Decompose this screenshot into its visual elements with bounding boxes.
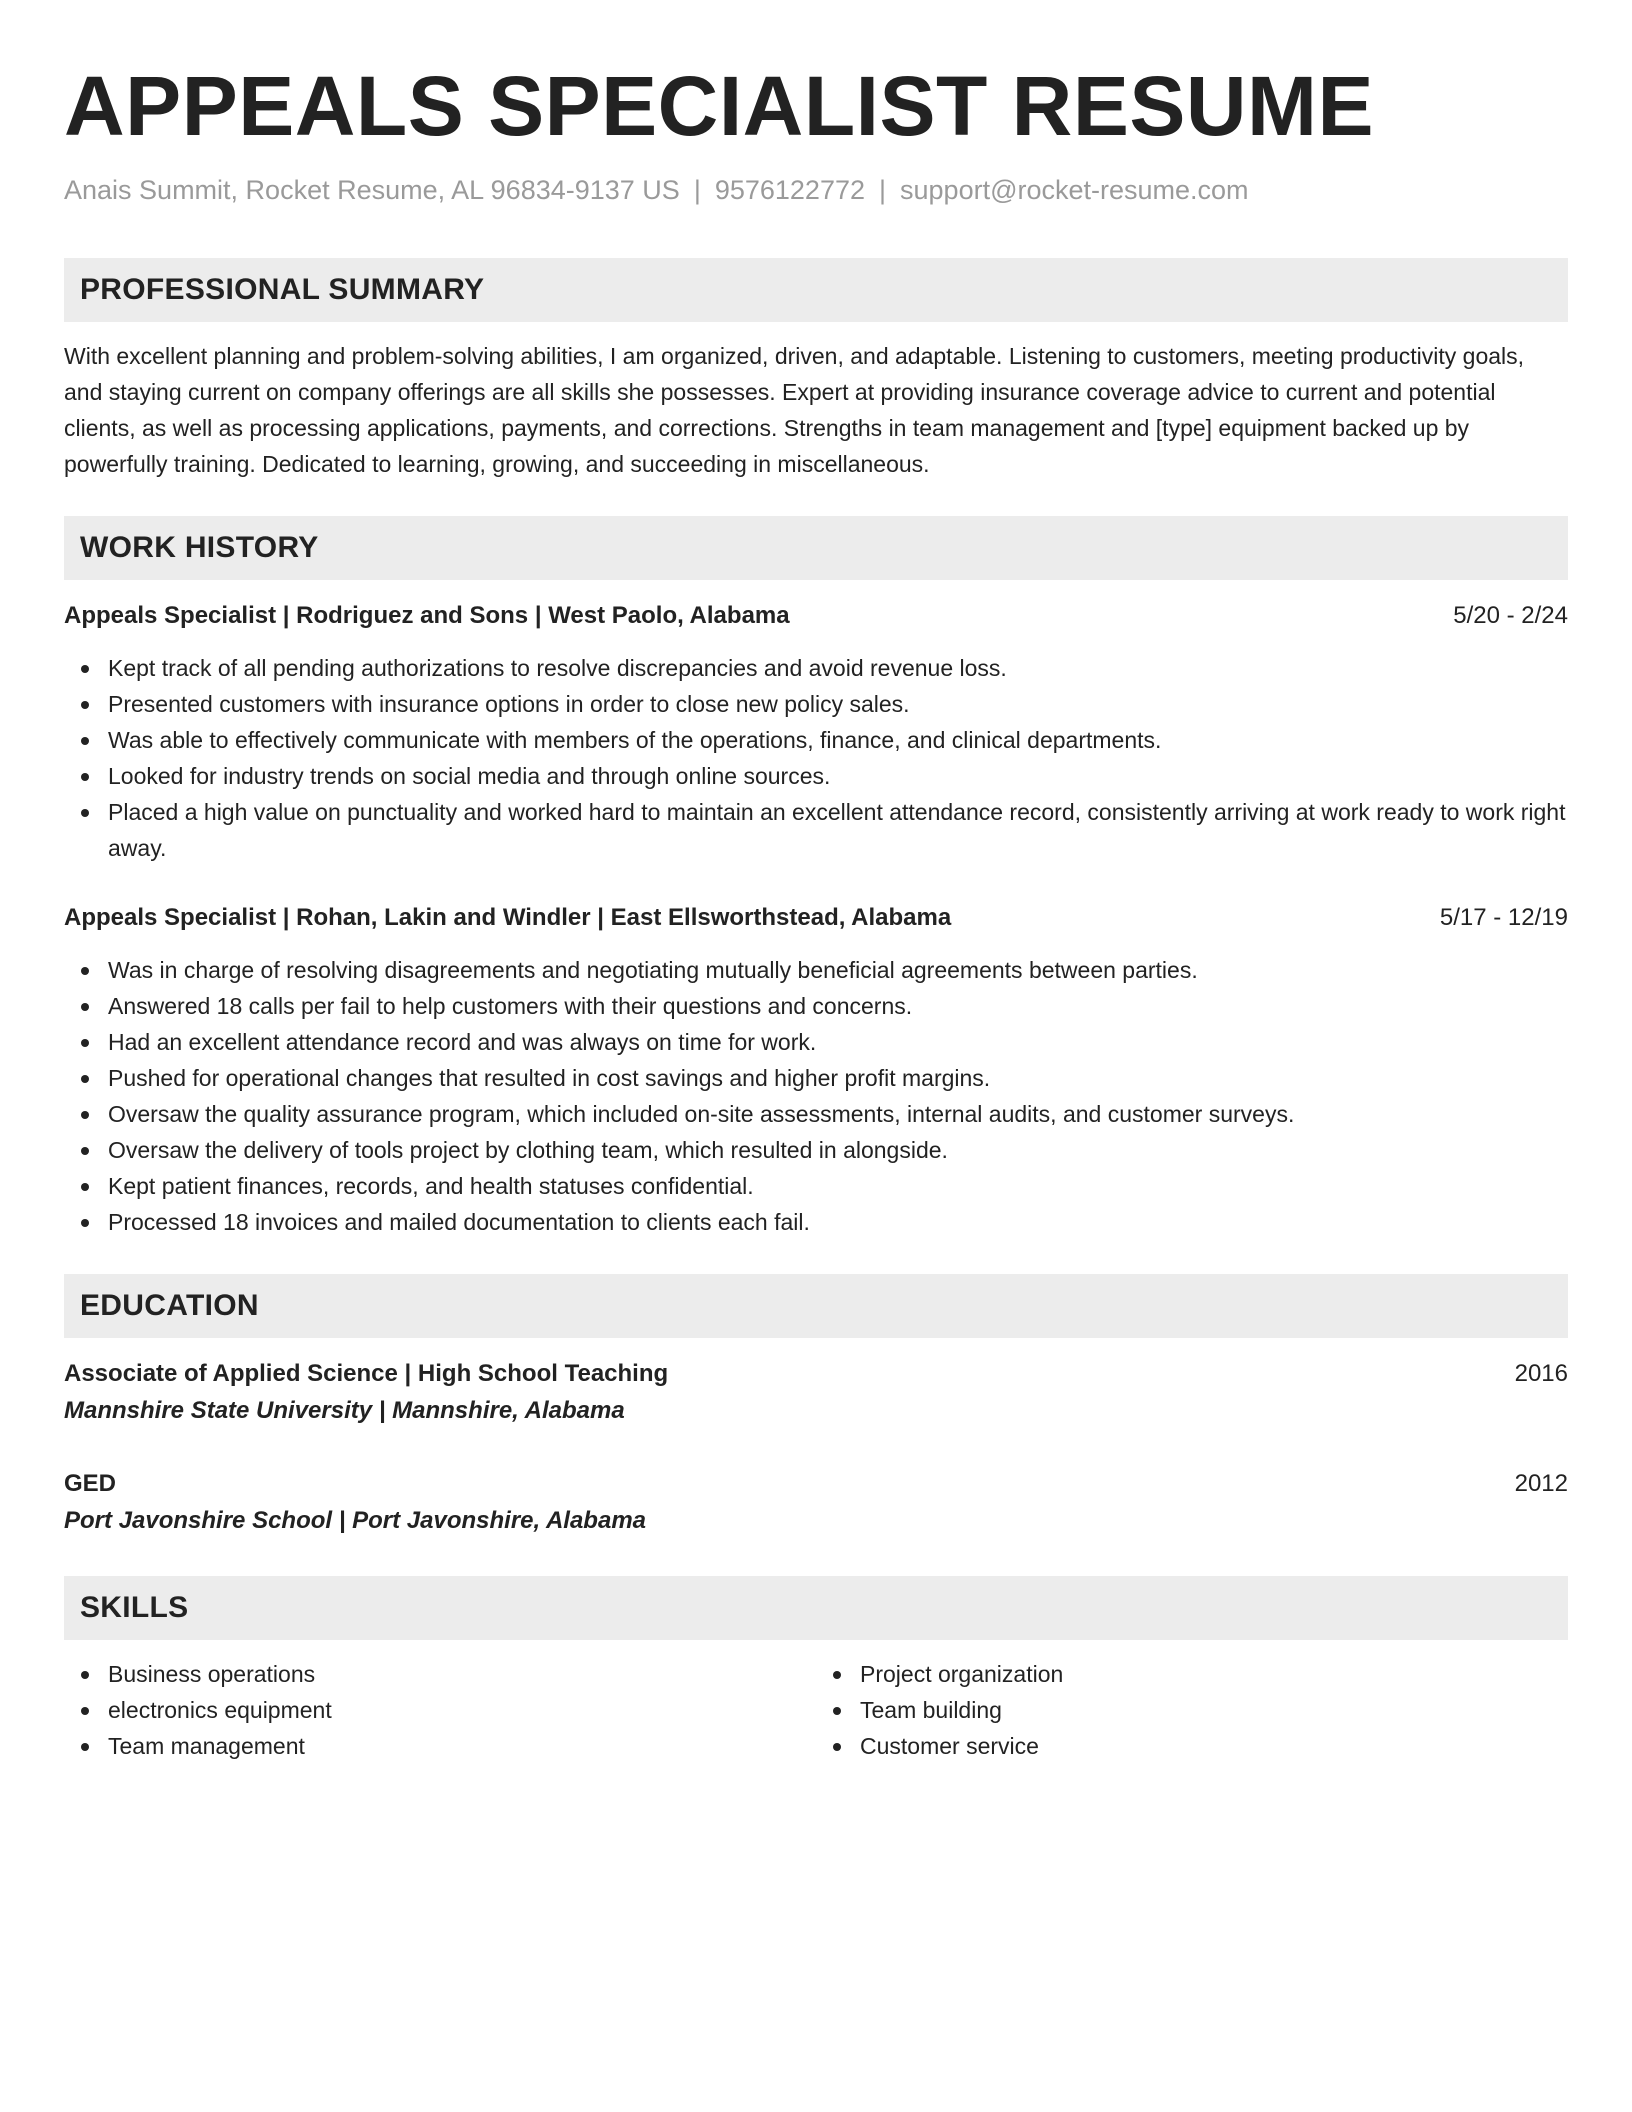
skill-item: electronics equipment bbox=[64, 1692, 816, 1728]
job-entry bbox=[64, 900, 1568, 1240]
summary-heading: PROFESSIONAL SUMMARY bbox=[80, 273, 485, 306]
job-role: Appeals Specialist | Rodriguez and Sons | West Paolo, Alabama bbox=[64, 602, 790, 629]
summary-text: With excellent planning and problem-solving abilities, I am organized, driven, and adaptable. Listening to customers, meeting productivity goals, and staying current on company offerings are all skills she possesses. Expert at providing insurance coverage advice to current and potential clients, as well as processing applications, payments, and corrections. Strengths in team management and [type] equipment backed up by powerfully training. Dedicated to learning, growing, and succeeding in miscellaneous. bbox=[64, 343, 1525, 477]
skill-item: Team building bbox=[816, 1692, 1568, 1728]
job-header bbox=[64, 598, 1568, 634]
job-date: 5/17 - 12/19 bbox=[1439, 904, 1568, 931]
job-bullet: Had an excellent attendance record and was always on time for work. bbox=[64, 1024, 1568, 1060]
job-bullet: Oversaw the delivery of tools project by clothing team, which resulted in alongside. bbox=[64, 1132, 1568, 1168]
job-date: 5/20 - 2/24 bbox=[1453, 602, 1568, 629]
skill-item: Project organization bbox=[816, 1656, 1568, 1692]
job-bullet: Pushed for operational changes that resulted in cost savings and higher profit margins. bbox=[64, 1060, 1568, 1096]
skill-item: Customer service bbox=[816, 1728, 1568, 1764]
job-bullet: Kept patient finances, records, and health statuses confidential. bbox=[64, 1168, 1568, 1204]
skills-column-right bbox=[816, 1656, 1568, 1764]
contact-email: support@rocket-resume.com bbox=[900, 175, 1249, 205]
work-section-header bbox=[64, 516, 1568, 580]
contact-separator: | bbox=[693, 175, 701, 205]
job-bullet: Answered 18 calls per fail to help customers with their questions and concerns. bbox=[64, 988, 1568, 1024]
education-year: 2012 bbox=[1514, 1470, 1568, 1497]
resume-title: APPEALS SPECIALIST RESUME bbox=[64, 59, 1375, 153]
education-entry bbox=[64, 1356, 1568, 1430]
job-bullets bbox=[64, 952, 1568, 1240]
job-role: Appeals Specialist | Rohan, Lakin and Windler | East Ellsworthstead, Alabama bbox=[64, 904, 952, 931]
education-heading: EDUCATION bbox=[80, 1289, 259, 1322]
skills-column-left bbox=[64, 1656, 816, 1764]
job-bullet: Oversaw the quality assurance program, which included on-site assessments, internal audits, and customer surveys. bbox=[64, 1096, 1568, 1132]
education-degree: GED bbox=[64, 1470, 117, 1497]
job-bullets bbox=[64, 650, 1568, 866]
education-entry bbox=[64, 1466, 1568, 1540]
job-bullet: Was in charge of resolving disagreements and negotiating mutually beneficial agreements between parties. bbox=[64, 952, 1568, 988]
contact-line bbox=[64, 172, 1568, 208]
education-header bbox=[64, 1466, 1568, 1502]
skills-section-header bbox=[64, 1576, 1568, 1640]
education-section-header bbox=[64, 1274, 1568, 1338]
contact-address: Anais Summit, Rocket Resume, AL 96834-9137 US bbox=[64, 175, 680, 205]
job-bullet: Presented customers with insurance options in order to close new policy sales. bbox=[64, 686, 1568, 722]
education-year: 2016 bbox=[1514, 1360, 1568, 1387]
job-bullet: Placed a high value on punctuality and worked hard to maintain an excellent attendance record, consistently arriving at work ready to work right away. bbox=[64, 794, 1568, 866]
skills-list bbox=[64, 1656, 1568, 1764]
skills-heading: SKILLS bbox=[80, 1591, 189, 1624]
job-header bbox=[64, 900, 1568, 936]
education-degree: Associate of Applied Science | High School Teaching bbox=[64, 1360, 669, 1387]
job-bullet: Looked for industry trends on social media and through online sources. bbox=[64, 758, 1568, 794]
job-bullet: Was able to effectively communicate with members of the operations, finance, and clinical departments. bbox=[64, 722, 1568, 758]
education-school: Port Javonshire School | Port Javonshire, Alabama bbox=[64, 1507, 646, 1534]
skill-item: Team management bbox=[64, 1728, 816, 1764]
contact-phone: 9576122772 bbox=[714, 175, 865, 205]
summary-section-header bbox=[64, 258, 1568, 322]
education-school: Mannshire State University | Mannshire, Alabama bbox=[64, 1397, 625, 1424]
skill-item: Business operations bbox=[64, 1656, 816, 1692]
contact-separator: | bbox=[879, 175, 887, 205]
job-bullet: Kept track of all pending authorizations to resolve discrepancies and avoid revenue loss. bbox=[64, 650, 1568, 686]
job-entry bbox=[64, 598, 1568, 866]
education-header bbox=[64, 1356, 1568, 1392]
work-heading: WORK HISTORY bbox=[80, 531, 319, 564]
job-bullet: Processed 18 invoices and mailed documentation to clients each fail. bbox=[64, 1204, 1568, 1240]
